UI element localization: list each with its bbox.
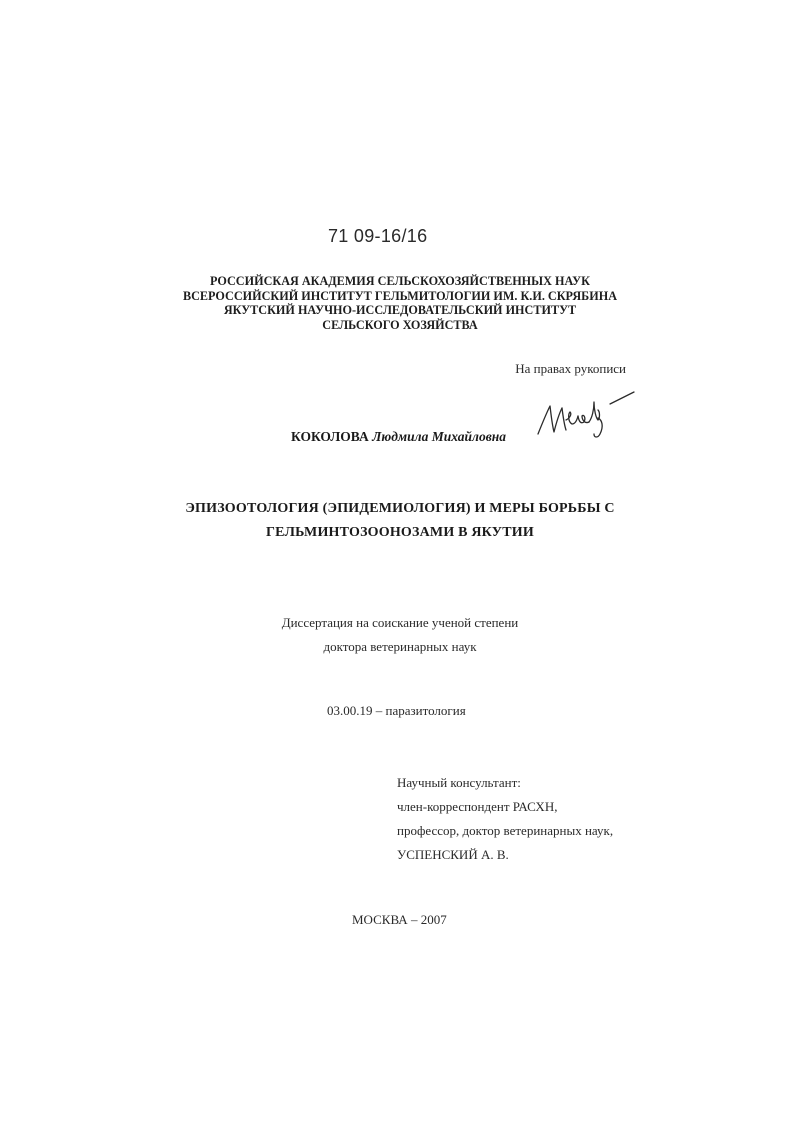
institution-line: ВСЕРОССИЙСКИЙ ИНСТИТУТ ГЕЛЬМИТОЛОГИИ ИМ. К.И. СКРЯБИНА xyxy=(182,288,618,303)
advisor-line: профессор, доктор ветеринарных наук, xyxy=(397,823,614,838)
place-and-year: МОСКВА – 2007 xyxy=(352,912,447,927)
thesis-title-line: ЭПИЗООТОЛОГИЯ (ЭПИДЕМИОЛОГИЯ) И МЕРЫ БОРЬБЫ С xyxy=(185,501,615,516)
institution-line: СЕЛЬСКОГО ХОЗЯЙСТВА xyxy=(322,317,478,332)
archive-code: 71 09-16/16 xyxy=(328,226,428,246)
degree-info xyxy=(200,611,600,659)
advisor-line: член-корреспондент РАСХН, xyxy=(397,799,558,814)
advisor-line: УСПЕНСКИЙ А. В. xyxy=(397,847,509,862)
specialty-code: 03.00.19 – паразитология xyxy=(327,703,466,718)
manuscript-note: На правах рукописи xyxy=(515,361,626,376)
institution-line: ЯКУТСКИЙ НАУЧНО-ИССЛЕДОВАТЕЛЬСКИЙ ИНСТИТУТ xyxy=(223,303,577,317)
author-name xyxy=(291,429,506,445)
author-surname: КОКОЛОВА xyxy=(291,429,369,444)
handwritten-signature xyxy=(532,384,642,446)
advisor-line: Научный консультант: xyxy=(397,775,521,790)
scientific-advisor xyxy=(397,771,613,867)
thesis-title-line: ГЕЛЬМИНТОЗООНОЗАМИ В ЯКУТИИ xyxy=(266,525,534,540)
author-given-names: Людмила Михайловна xyxy=(372,429,506,444)
degree-line: Диссертация на соискание ученой степени xyxy=(281,615,519,630)
degree-line: доктора ветеринарных наук xyxy=(323,639,477,654)
institution-line: РОССИЙСКАЯ АКАДЕМИЯ СЕЛЬСКОХОЗЯЙСТВЕННЫХ НАУК xyxy=(210,274,590,288)
thesis-title xyxy=(150,497,650,545)
institution-header xyxy=(150,274,650,332)
